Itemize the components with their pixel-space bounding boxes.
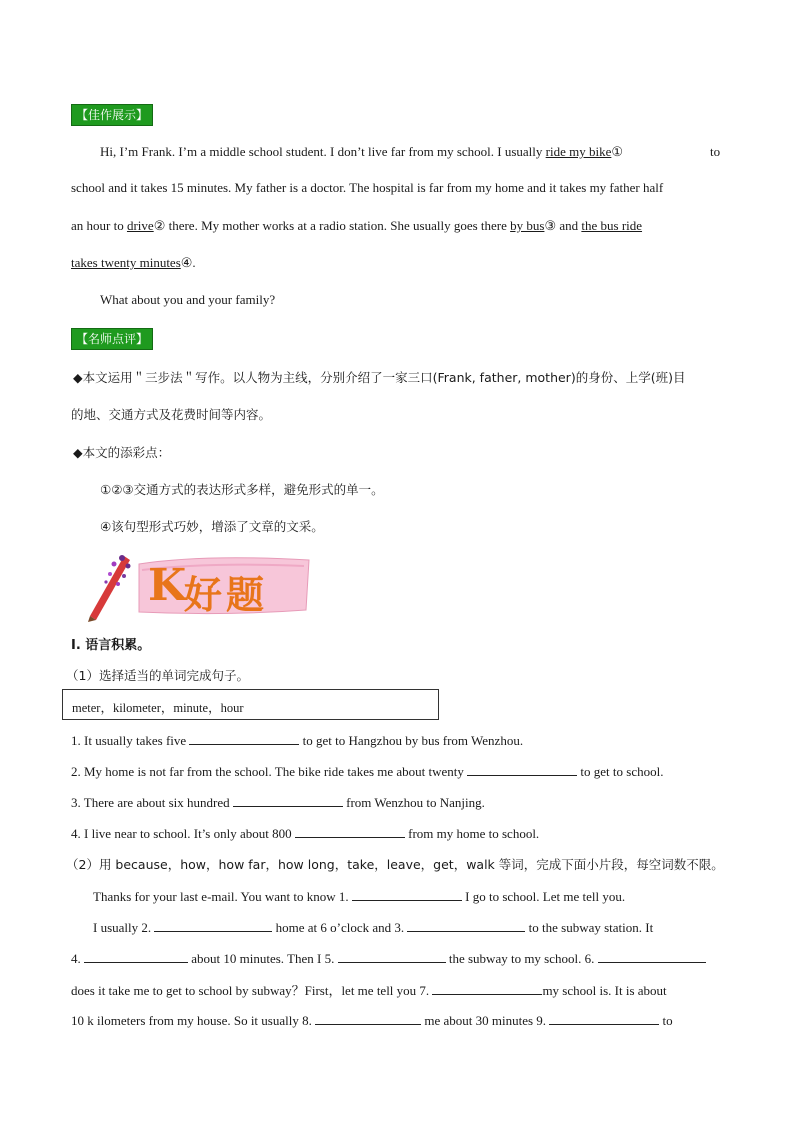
text: 10 k ilometers from my house. So it usually 8. [71, 1013, 316, 1028]
sample-para-line-1-end: to [710, 144, 721, 159]
text: 1. It usually takes five [71, 733, 190, 748]
text: an hour to [71, 218, 127, 233]
answer-blank[interactable] [154, 918, 272, 932]
passage-line-2 [93, 918, 653, 936]
word-bank-text: meter，kilometer，minute，hour [72, 701, 244, 715]
comment-line-2: 的地、交通方式及花费时间等内容。 [71, 407, 272, 422]
text: I usually 2. [93, 920, 155, 935]
text: Hi, I’m Frank. I’m a middle school student. I don’t live far from my school. I usually [100, 144, 546, 159]
answer-blank[interactable] [467, 762, 577, 776]
text: Thanks for your last e-mail. You want to know 1. [93, 889, 352, 904]
question-3 [71, 793, 485, 811]
text: the subway to my school. 6. [445, 951, 598, 966]
comment-section-tag: 【名师点评】 [71, 328, 153, 350]
question-1 [71, 731, 523, 749]
text: to get to school. [577, 764, 664, 779]
text: from my home to school. [404, 826, 540, 841]
underlined-phrase: the bus ride [581, 218, 643, 233]
comment-line-1: ◆本文运用＂三步法＂写作。以人物为主线，分别介绍了一家三口(Frank, father, mother)的身份、上学(班)目 [73, 370, 686, 385]
answer-blank[interactable] [315, 1011, 421, 1025]
pencil-icon [88, 555, 131, 622]
answer-blank[interactable] [295, 824, 405, 838]
text: 4. I live near to school. It’s only about 800 [71, 826, 295, 841]
word-bank-box [62, 689, 439, 720]
text: me about 30 minutes 9. [421, 1013, 550, 1028]
answer-blank[interactable] [407, 918, 525, 932]
circled-marker: ④ [180, 255, 193, 270]
exercise-subheading-1: （1）选择适当的单词完成句子。 [66, 668, 249, 683]
text: 4. [71, 951, 84, 966]
text: to get to Hangzhou by bus from Wenzhou. [299, 733, 524, 748]
sample-section-tag: 【佳作展示】 [71, 104, 153, 126]
underlined-phrase: ride my bike [545, 144, 612, 159]
answer-blank[interactable] [352, 887, 462, 901]
text: 2. My home is not far from the school. The bike ride takes me about twenty [71, 764, 468, 779]
question-4 [71, 824, 539, 842]
good-questions-banner [84, 550, 314, 622]
passage-line-4 [71, 980, 667, 999]
sample-para-line-3 [71, 218, 642, 234]
text: does it take me to get to school by subway？First，let me tell you 7. [71, 983, 433, 998]
exercise-subheading-2: （2）用 because，how，how far，how long，take，leave，get，walk 等词，完成下面小片段，每空词数不限。 [66, 857, 724, 872]
answer-blank[interactable] [432, 981, 542, 995]
answer-blank[interactable] [84, 949, 188, 963]
circled-marker: ③ [544, 218, 557, 233]
comment-line-4: ①②③交通方式的表达形式多样，避免形式的单一。 [100, 482, 384, 497]
passage-line-5 [71, 1011, 673, 1029]
text: and [556, 218, 582, 233]
underlined-phrase: drive [126, 218, 154, 233]
sample-para-line-5: What about you and your family? [100, 292, 276, 307]
text: to the subway station. It [525, 920, 654, 935]
question-2 [71, 762, 663, 780]
answer-blank[interactable] [233, 793, 343, 807]
text: my school is. It is about [542, 983, 667, 998]
text: from Wenzhou to Nanjing. [342, 795, 485, 810]
underlined-phrase: takes twenty minutes [71, 255, 181, 270]
text: . [192, 255, 196, 270]
comment-line-5: ④该句型形式巧妙，增添了文章的文采。 [100, 519, 324, 534]
banner-title: 好题 [184, 573, 269, 617]
text: I go to school. Let me tell you. [461, 889, 626, 904]
answer-blank[interactable] [598, 949, 706, 963]
text: home at 6 o’clock and 3. [272, 920, 408, 935]
sample-para-line-4 [71, 255, 196, 271]
comment-line-3: ◆本文的添彩点： [73, 445, 171, 460]
passage-line-3 [71, 949, 706, 967]
sample-para-line-2: school and it takes 15 minutes. My father is a doctor. The hospital is far from my home and it takes my father half [71, 180, 664, 195]
exercise-heading: I. 语言积累。 [71, 638, 151, 653]
underlined-phrase: by bus [510, 218, 545, 233]
answer-blank[interactable] [189, 731, 299, 745]
text: to [659, 1013, 673, 1028]
answer-blank[interactable] [549, 1011, 659, 1025]
passage-line-1 [93, 887, 625, 905]
banner-k: K [148, 560, 187, 611]
text: there. My mother works at a radio station. She usually goes there [165, 218, 511, 233]
sample-para-line-1 [100, 144, 623, 160]
text: about 10 minutes. Then I 5. [188, 951, 338, 966]
circled-marker: ② [153, 218, 166, 233]
text: 3. There are about six hundred [71, 795, 233, 810]
circled-marker: ① [611, 144, 624, 159]
answer-blank[interactable] [338, 949, 446, 963]
